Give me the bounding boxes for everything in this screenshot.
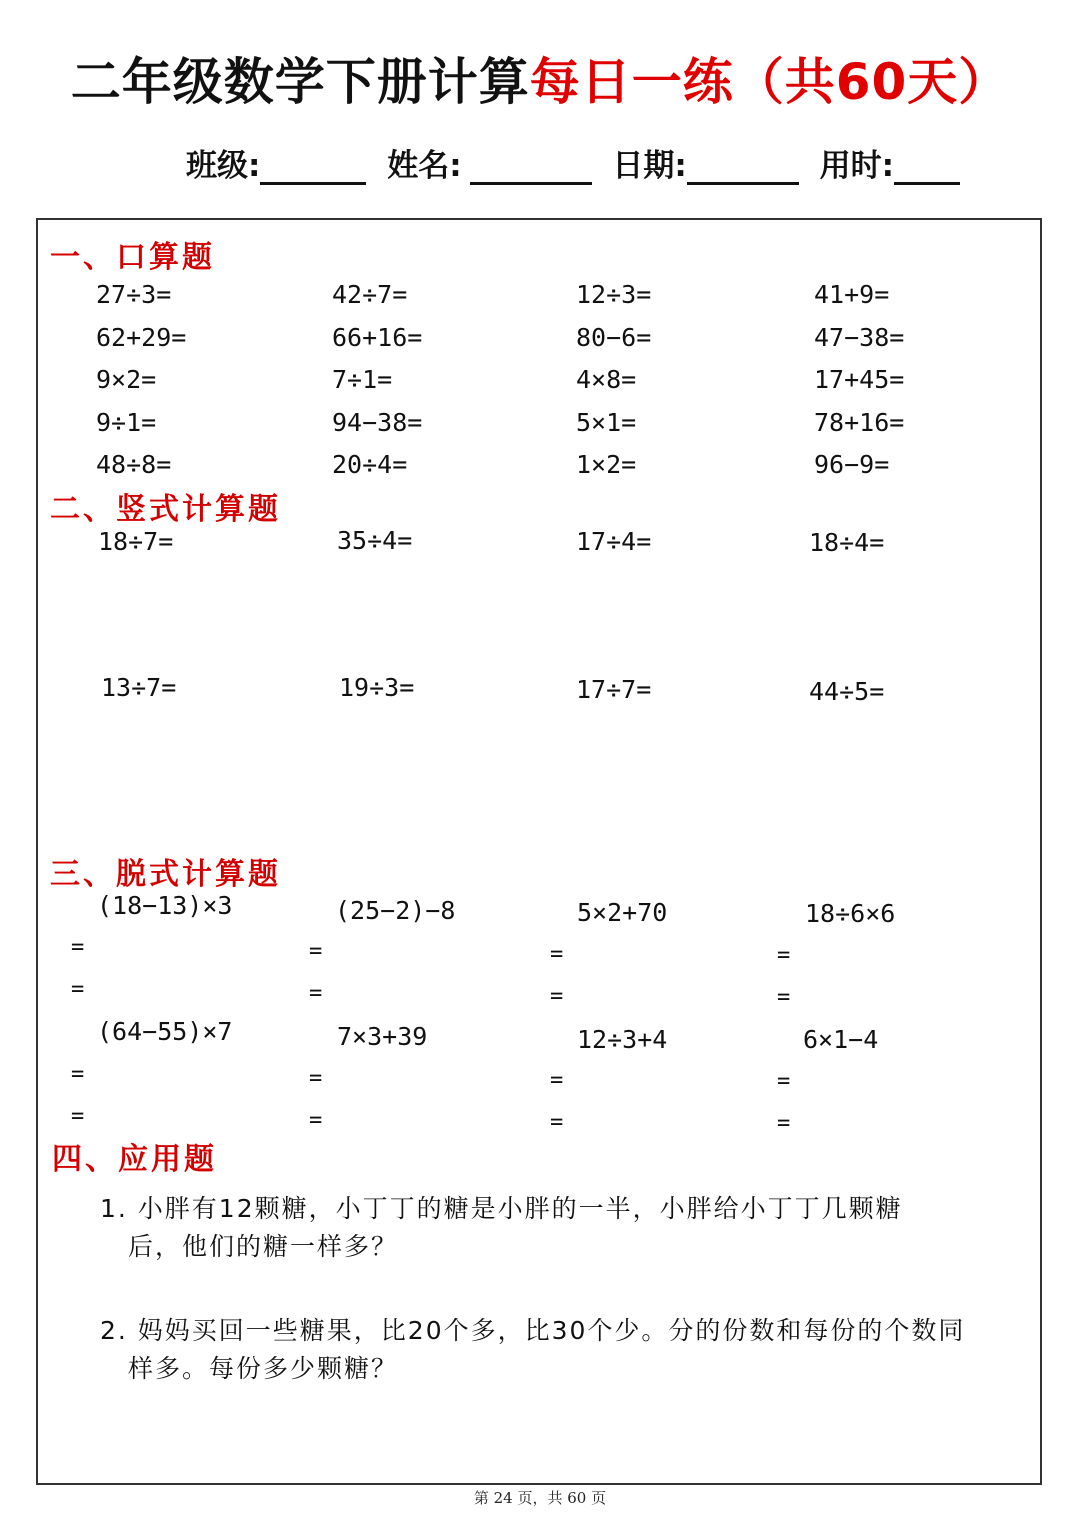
word-problem-1-line1: 1. 小胖有12颗糖，小丁丁的糖是小胖的一半，小胖给小丁丁几颗糖	[100, 1194, 903, 1223]
vertical-problem: 18÷4=	[809, 528, 885, 557]
word-problem-2-line2: 样多。每份多少颗糖？	[128, 1354, 399, 1383]
equals-sign: =	[777, 1111, 791, 1136]
oral-problem: 17+45=	[814, 365, 905, 394]
class-field[interactable]	[186, 140, 376, 185]
name-label: 姓名:	[387, 148, 462, 184]
date-field[interactable]	[612, 140, 808, 185]
date-blank[interactable]	[687, 148, 799, 185]
section-vertical-title: 二、竖式计算题	[50, 492, 281, 527]
oral-problem: 96−9=	[814, 450, 890, 479]
oral-problem: 5×1=	[576, 408, 637, 437]
equals-sign: =	[71, 1062, 85, 1087]
oral-problem: 47−38=	[814, 323, 905, 352]
time-blank[interactable]	[894, 148, 960, 185]
section-word-title: 四、应用题	[52, 1142, 217, 1177]
word-problem-2-line1: 2. 妈妈买回一些糖果，比20个多，比30个少。分的份数和每份的个数同	[100, 1316, 966, 1345]
vertical-problem: 35÷4=	[337, 526, 413, 555]
word-problem-1-line2: 后，他们的糖一样多？	[128, 1232, 399, 1261]
student-info-row	[186, 140, 970, 185]
oral-problem: 62+29=	[96, 323, 187, 352]
equals-sign: =	[550, 1068, 564, 1093]
oral-problem: 78+16=	[814, 408, 905, 437]
oral-problem: 1×2=	[576, 450, 637, 479]
equals-sign: =	[777, 1069, 791, 1094]
stepwise-problem: 7×3+39	[337, 1022, 428, 1051]
date-label: 日期:	[612, 148, 687, 184]
oral-problem: 41+9=	[814, 280, 890, 309]
page-title	[0, 42, 1080, 114]
oral-problem: 66+16=	[332, 323, 423, 352]
time-label: 用时:	[819, 148, 895, 184]
oral-problem: 7÷1=	[332, 365, 393, 394]
vertical-problem: 44÷5=	[809, 677, 885, 706]
oral-problem: 80−6=	[576, 323, 652, 352]
section-oral-title: 一、口算题	[50, 240, 215, 275]
oral-problem: 48÷8=	[96, 450, 172, 479]
equals-sign: =	[550, 1110, 564, 1135]
oral-problem: 27÷3=	[96, 280, 172, 309]
stepwise-problem: (25−2)−8	[335, 896, 456, 925]
oral-problem: 94−38=	[332, 408, 423, 437]
equals-sign: =	[309, 1108, 323, 1133]
equals-sign: =	[309, 939, 323, 964]
equals-sign: =	[550, 942, 564, 967]
equals-sign: =	[71, 1104, 85, 1129]
oral-problem: 4×8=	[576, 365, 637, 394]
name-blank[interactable]	[470, 148, 592, 185]
stepwise-problem: (18−13)×3	[97, 891, 233, 920]
oral-problem: 12÷3=	[576, 280, 652, 309]
stepwise-problem: 12÷3+4	[577, 1025, 668, 1054]
class-blank[interactable]	[260, 148, 366, 185]
oral-problem: 20÷4=	[332, 450, 408, 479]
equals-sign: =	[550, 984, 564, 1009]
title-highlight: 每日一练（共60天）	[529, 53, 1010, 111]
stepwise-problem: (64−55)×7	[97, 1017, 233, 1046]
vertical-problem: 19÷3=	[339, 673, 415, 702]
oral-problem: 9÷1=	[96, 408, 157, 437]
vertical-problem: 17÷4=	[576, 527, 652, 556]
equals-sign: =	[71, 977, 85, 1002]
stepwise-problem: 5×2+70	[577, 898, 668, 927]
vertical-problem: 18÷7=	[98, 527, 174, 556]
vertical-problem: 17÷7=	[576, 675, 652, 704]
class-label: 班级:	[186, 148, 261, 184]
section-stepwise-title: 三、脱式计算题	[50, 857, 281, 892]
equals-sign: =	[71, 935, 85, 960]
stepwise-problem: 6×1−4	[803, 1025, 879, 1054]
vertical-problem: 13÷7=	[101, 673, 177, 702]
equals-sign: =	[777, 943, 791, 968]
time-field[interactable]	[820, 140, 970, 185]
equals-sign: =	[777, 985, 791, 1010]
oral-problem: 9×2=	[96, 365, 157, 394]
name-field[interactable]	[387, 140, 601, 185]
equals-sign: =	[309, 981, 323, 1006]
title-main: 二年级数学下册计算	[70, 53, 530, 111]
equals-sign: =	[309, 1066, 323, 1091]
stepwise-problem: 18÷6×6	[805, 899, 896, 928]
oral-problem: 42÷7=	[332, 280, 408, 309]
page-footer: 第 24 页，共 60 页	[473, 1489, 607, 1507]
